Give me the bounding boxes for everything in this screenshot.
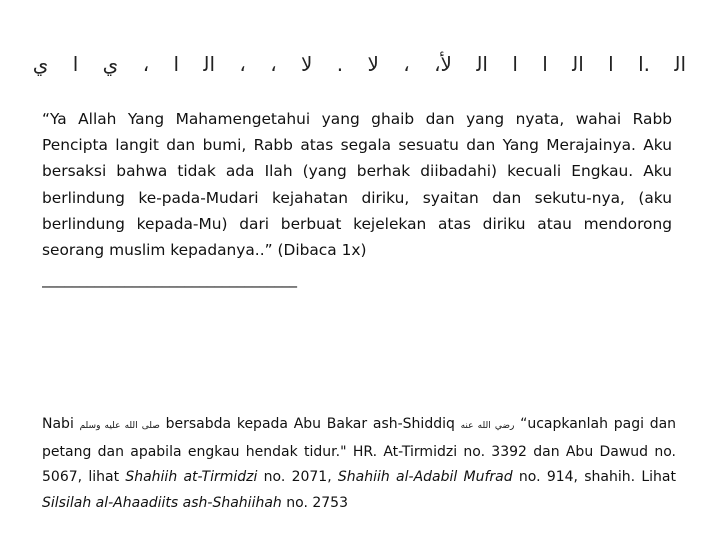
arabic-dua-text: ﺍﻟ .ﺍ ﺍ ﺍﻟ ﺍ ﺍ ﺍﻟ ﻷ، ، ﻻ . ﻻ ، ، ﺍﻟ ﺍ ، ﻱ ﺍ ﻱ <box>32 52 686 76</box>
separator-line: __________________________________ <box>42 270 297 288</box>
source-ref-adabil-mufrad: no. 914, shahih. Lihat <box>518 469 676 485</box>
honorific-ra: رضي الله عنه <box>460 421 515 431</box>
hadith-quote: “ucapkanlah pagi dan petang dan apabila engkau hendak tidur." HR. At-Tirmidzi no. 3392 dan Abu Dawud no. 5067, lihat <box>42 416 677 485</box>
honorific-saw: صلى الله عليه وسلم <box>79 421 160 431</box>
hadith-reference <box>42 412 676 516</box>
source-title-adabil-mufrad: Shahiih al-Adabil Mufrad <box>337 469 513 485</box>
hadith-bersabda: bersabda kepada Abu Bakar ash-Shiddiq <box>165 416 455 432</box>
source-title-silsilah: Silsilah al-Ahaadiits ash-Shahiihah <box>42 494 282 511</box>
source-ref-tirmidzi: no. 2071, <box>263 469 332 485</box>
hadith-nabi: Nabi <box>42 416 74 432</box>
dua-translation: “Ya Allah Yang Mahamengetahui yang ghaib dan yang nyata, wahai Rabb Pencipta langit dan bumi, Rabb atas segala sesuatu dan Yang Merajainya. Aku bersaksi bahwa tidak ada Ilah (yang berhak diibadahi) kecuali Engkau. Aku berlindung ke-pada-Mudari kejahatan diriku, syaitan dan sekutu-nya, (aku berlindung kepada-Mu) dari berbuat kejelekan atas diriku atau mendorong seorang muslim kepadanya..” (Dibaca 1x) <box>42 110 672 260</box>
source-title-tirmidzi: Shahiih at-Tirmidzi <box>125 469 258 485</box>
source-ref-silsilah: no. 2753 <box>286 494 348 511</box>
